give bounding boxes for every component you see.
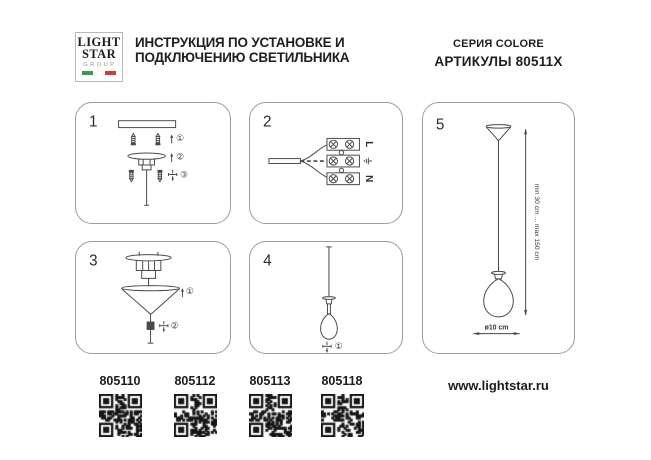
step-number: 2	[263, 113, 272, 131]
arrow-up-icon	[181, 288, 184, 297]
qr-code	[99, 394, 142, 437]
wire-live	[300, 145, 327, 161]
glass-shade	[321, 314, 338, 340]
logo-text-group: GROUP	[83, 62, 117, 68]
arrow-up-icon	[170, 134, 173, 143]
series-articles: АРТИКУЛЫ 80511X	[434, 54, 563, 69]
terminal-label-neutral: N	[362, 175, 374, 183]
article-column	[165, 374, 225, 437]
cord-grip	[147, 322, 155, 330]
page-title	[135, 35, 349, 64]
diameter-label: ø10 cm	[484, 324, 509, 332]
supply-cable-drawing	[269, 145, 327, 177]
step-1-badge: ①	[176, 133, 185, 144]
step-panel-1	[75, 102, 231, 224]
pendant-lamp-drawing	[484, 125, 514, 317]
panel-1-drawing	[76, 103, 230, 223]
step-number: 4	[263, 252, 272, 270]
screw-up-icon	[131, 133, 136, 145]
terminal-block-drawing	[327, 138, 359, 184]
panel-5-drawing	[423, 103, 574, 353]
italian-flag-icon	[82, 71, 116, 75]
step-3-badge: ③	[180, 170, 188, 181]
step-number: 1	[89, 113, 98, 131]
step-panel-4	[249, 241, 403, 354]
dimensions-panel	[422, 102, 575, 354]
height-dimension-arrow	[524, 128, 527, 316]
article-code: 805113	[249, 374, 291, 388]
article-column	[312, 374, 372, 437]
screw-down-icon	[157, 170, 162, 182]
panel-3-drawing	[76, 242, 230, 353]
title-line-2: ПОДКЛЮЧЕНИЮ СВЕТИЛЬНИКА	[135, 48, 350, 65]
article-code: 805118	[321, 374, 363, 388]
diameter-dimension-arrow	[473, 332, 519, 335]
step-number: 3	[89, 252, 98, 270]
panel-2-drawing	[250, 103, 402, 223]
step-2-badge: ②	[170, 321, 179, 332]
series-name: СЕРИЯ COLORE	[453, 38, 544, 50]
wire-neutral	[300, 161, 327, 177]
step-number: 5	[435, 116, 445, 134]
article-code: 805110	[99, 374, 141, 388]
article-column	[90, 374, 150, 437]
canopy-drawing	[126, 252, 171, 286]
screw-icon	[169, 170, 177, 181]
cone-cover-drawing	[122, 286, 180, 314]
screw-icon	[160, 321, 168, 332]
terminal-label-live: L	[362, 141, 374, 148]
article-code: 805112	[174, 374, 216, 388]
ceiling-cone	[486, 125, 511, 129]
ceiling-hatch	[119, 121, 176, 128]
logo-text-star: STAR	[81, 46, 117, 61]
article-column	[240, 374, 300, 437]
title-line-1: ИНСТРУКЦИЯ ПО УСТАНОВКЕ И	[135, 34, 345, 50]
height-range-label: min 30 cm ... max 150 cm	[532, 183, 540, 261]
screw-icon	[323, 342, 331, 353]
step-2-badge: ②	[176, 152, 185, 163]
pendant-drawing	[321, 247, 338, 339]
step-panel-3	[75, 241, 231, 354]
logo-text-light: LIGHT	[77, 35, 121, 49]
website-url: www.lightstar.ru	[448, 378, 549, 393]
screw-down-icon	[129, 170, 134, 182]
arrow-up-icon	[170, 153, 173, 162]
earth-icon	[364, 158, 372, 165]
series-block	[422, 38, 575, 69]
qr-code	[321, 394, 364, 437]
screw-up-icon	[155, 133, 160, 145]
qr-code	[249, 394, 292, 437]
step-1-badge: ①	[334, 342, 343, 353]
step-1-badge: ①	[185, 287, 194, 298]
step-panel-2	[249, 102, 403, 224]
glass-shade	[484, 279, 514, 317]
lightstar-logo	[75, 32, 123, 82]
qr-code	[174, 394, 217, 437]
panel-4-drawing	[250, 242, 402, 353]
